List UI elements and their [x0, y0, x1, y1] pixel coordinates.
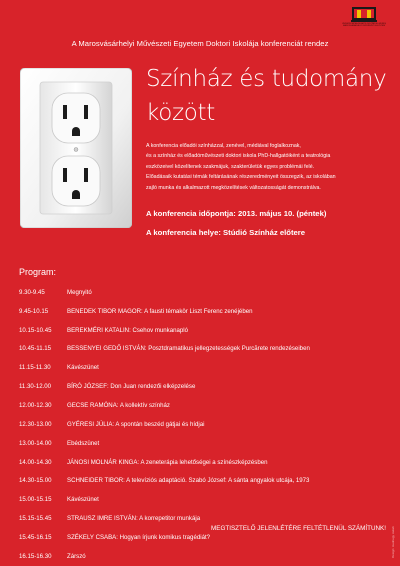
program-text: SCHNEIDER TIBOR: A televíziós adaptáció. Szabó József: A sánta angyalok utcája, 1973	[67, 477, 310, 485]
design-credit-text: Design: Hadnagy Jakab	[391, 526, 395, 558]
program-time: 15.15-15.45	[19, 515, 52, 523]
program-time: 14.00-14.30	[19, 458, 52, 466]
description-line: és a színház és előadóművészeti doktori iskola PhD-hallgatóiként a teatrológia	[146, 153, 331, 160]
program-text: JÁNOSI MOLNÁR KINGA: A zeneterápia lehetőségei a színészképzésben	[67, 458, 268, 466]
program-time: 11.15-11.30	[19, 364, 51, 372]
logo-text-line2: MAROSVÁSÁRHELYI MŰVÉSZETI EGYETEM	[342, 25, 386, 28]
program-text: Zárszó	[67, 552, 86, 560]
program-item	[19, 302, 389, 321]
description-line: Előadásaik kutatási témák feltárásának részeredményeit összegzik, az iskolában	[146, 174, 336, 181]
program-item	[19, 358, 389, 377]
program-text: BESSENYEI GEDŐ ISTVÁN: Posztdramatikus jellegzetességek Purcărete rendezéseiben	[67, 345, 310, 353]
program-item	[19, 415, 389, 434]
description-line: eszközeivel közelítenek szakmájuk, szakterületük egyes problémái felé.	[146, 163, 315, 170]
program-item	[19, 547, 389, 566]
program-item	[19, 434, 389, 453]
university-logo	[342, 6, 386, 28]
program-text: Kávészünet	[67, 496, 99, 504]
double-power-outlet-icon	[20, 68, 132, 228]
description-line: zajló munka és alkalmazott megközelítések változatosságát demonstrálva.	[146, 184, 321, 191]
program-text: BÍRÓ JÓZSEF: Don Juan rendezői elképzelése	[67, 383, 196, 391]
logo-text	[342, 23, 386, 28]
program-time: 14.30-15.00	[19, 477, 52, 485]
closing-invitation: MEGTISZTELŐ JELENLÉTÉRE FELTÉTLENÜL SZÁMÍTUNK!	[211, 525, 386, 532]
program-text: SZÉKELY CSABA: Hogyan írjunk komikus tragédiát?	[67, 533, 211, 541]
program-time: 12.30-13.00	[19, 420, 52, 428]
program-item	[19, 471, 389, 490]
description-line: A konferencia előadói színházzal, zenével, médiával foglalkoznak,	[146, 143, 301, 149]
program-time: 9.30-9.45	[19, 288, 45, 296]
program-time: 10.45-11.15	[19, 345, 52, 353]
program-time: 13.00-14.00	[19, 439, 52, 447]
program-time: 16.15-16.30	[19, 552, 52, 560]
page-title-line1: Színház és tudomány	[146, 66, 387, 92]
page-title-line2: között	[146, 100, 215, 126]
program-heading: Program:	[19, 267, 57, 277]
program-item	[19, 396, 389, 415]
program-text: BEREKMÉRI KATALIN: Csehov munkanapló	[67, 326, 189, 334]
description	[146, 141, 392, 193]
program-item	[19, 453, 389, 472]
program-time: 11.30-12.00	[19, 383, 52, 391]
design-credit	[391, 526, 399, 558]
program-time: 9.45-10.15	[19, 307, 49, 315]
program-text: GECSE RAMÓNA: A kollektív színház	[67, 401, 170, 409]
logo-text-line1: UNIVERSITATEA DE ARTE DIN TÂRGU-MUREŞ	[342, 23, 386, 25]
program-text: BENEDEK TIBOR MAGOR: A fausti témakör Liszt Ferenc zenéjében	[67, 307, 253, 315]
program-text: Megnyitó	[67, 288, 92, 296]
program-text: STRAUSZ IMRE ISTVÁN: A korrepetitor munkája	[67, 515, 201, 523]
conference-place: A konferencia helye: Stúdió Színház előtere	[146, 228, 306, 237]
organizer-line: A Marosvásárhelyi Művészeti Egyetem Doktori Iskolája konferenciát rendez	[71, 39, 329, 48]
program-text: Kávészünet	[67, 364, 99, 372]
program-text: Ebédszünet	[67, 439, 100, 447]
conference-date: A konferencia időpontja: 2013. május 10. (péntek)	[146, 209, 327, 218]
program-time: 10.15-10.45	[19, 326, 52, 334]
program-item	[19, 283, 389, 302]
program-time: 12.00-12.30	[19, 401, 52, 409]
program-item	[19, 340, 389, 359]
program-time: 15.00-15.15	[19, 496, 52, 504]
university-logo-icon	[351, 6, 377, 22]
program-time: 15.45-16.15	[19, 533, 52, 541]
program-item	[19, 490, 389, 509]
program-item	[19, 377, 389, 396]
program-item	[19, 321, 389, 340]
program-text: GYÉRESI JÚLIA: A spontán beszéd gátjai és hídjai	[67, 420, 205, 428]
program-list	[19, 283, 389, 566]
